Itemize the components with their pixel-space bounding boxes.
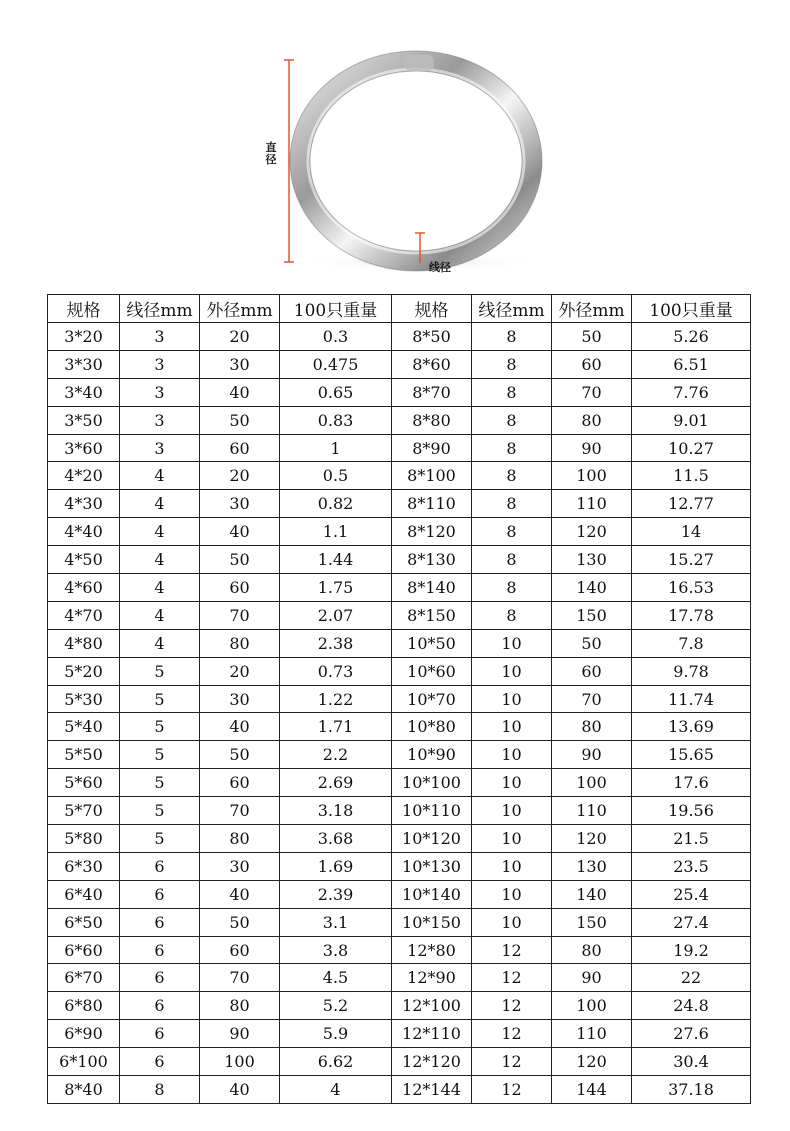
table-cell: 3*20 (48, 323, 120, 351)
table-cell: 10 (472, 741, 552, 769)
table-cell: 110 (552, 1020, 632, 1048)
table-cell: 6*100 (48, 1048, 120, 1076)
ring-highlight (308, 69, 524, 253)
table-cell: 12 (472, 936, 552, 964)
table-cell: 6 (120, 936, 200, 964)
table-cell: 30 (200, 490, 280, 518)
table-cell: 0.83 (280, 406, 392, 434)
table-cell: 7.8 (632, 629, 751, 657)
table-cell: 8 (472, 350, 552, 378)
table-cell: 12 (472, 1048, 552, 1076)
table-cell: 100 (552, 462, 632, 490)
table-cell: 4 (280, 1076, 392, 1104)
table-cell: 10 (472, 880, 552, 908)
table-cell: 30 (200, 852, 280, 880)
table-cell: 40 (200, 378, 280, 406)
column-header: 100只重量 (280, 295, 392, 323)
table-row (48, 462, 751, 490)
table-cell: 60 (200, 769, 280, 797)
table-cell: 19.56 (632, 797, 751, 825)
table-cell: 50 (552, 323, 632, 351)
column-header: 线径mm (472, 295, 552, 323)
table-cell: 110 (552, 797, 632, 825)
table-cell: 80 (552, 936, 632, 964)
table-cell: 1.71 (280, 713, 392, 741)
table-cell: 2.39 (280, 880, 392, 908)
table-cell: 5*30 (48, 685, 120, 713)
table-cell: 70 (200, 797, 280, 825)
table-cell: 10 (472, 713, 552, 741)
table-cell: 5 (120, 797, 200, 825)
table-cell: 2.2 (280, 741, 392, 769)
table-cell: 22 (632, 964, 751, 992)
table-cell: 80 (200, 992, 280, 1020)
table-cell: 5*20 (48, 657, 120, 685)
table-cell: 8 (120, 1076, 200, 1104)
table-cell: 11.74 (632, 685, 751, 713)
table-cell: 5.2 (280, 992, 392, 1020)
table-cell: 6*60 (48, 936, 120, 964)
table-cell: 5 (120, 657, 200, 685)
table-cell: 7.76 (632, 378, 751, 406)
table-cell: 1.22 (280, 685, 392, 713)
table-cell: 3*40 (48, 378, 120, 406)
table-row (48, 992, 751, 1020)
table-cell: 30 (200, 685, 280, 713)
table-cell: 3.8 (280, 936, 392, 964)
table-cell: 8*70 (392, 378, 472, 406)
table-cell: 1.44 (280, 546, 392, 574)
table-cell: 16.53 (632, 574, 751, 602)
table-cell: 120 (552, 825, 632, 853)
table-cell: 5*70 (48, 797, 120, 825)
wire-diameter-label: 线径 (429, 261, 451, 274)
table-cell: 100 (552, 769, 632, 797)
table-row (48, 685, 751, 713)
table-row (48, 880, 751, 908)
table-cell: 8*90 (392, 434, 472, 462)
table-cell: 4.5 (280, 964, 392, 992)
table-cell: 30 (200, 350, 280, 378)
table-cell: 80 (552, 713, 632, 741)
ring-outer (300, 61, 532, 261)
table-cell: 2.07 (280, 601, 392, 629)
table-cell: 50 (200, 546, 280, 574)
table-cell: 90 (200, 1020, 280, 1048)
table-cell: 6 (120, 1048, 200, 1076)
column-header: 100只重量 (632, 295, 751, 323)
table-cell: 0.65 (280, 378, 392, 406)
table-cell: 50 (552, 629, 632, 657)
table-cell: 8*150 (392, 601, 472, 629)
table-cell: 10*100 (392, 769, 472, 797)
table-cell: 90 (552, 964, 632, 992)
table-cell: 8*120 (392, 518, 472, 546)
table-row (48, 657, 751, 685)
table-header-row (48, 295, 751, 323)
table-cell: 12*80 (392, 936, 472, 964)
ring-figure (0, 0, 790, 290)
table-cell: 80 (552, 406, 632, 434)
weld-mark (404, 55, 434, 71)
table-cell: 4 (120, 629, 200, 657)
table-row (48, 797, 751, 825)
table-cell: 130 (552, 546, 632, 574)
table-cell: 90 (552, 741, 632, 769)
table-cell: 8*100 (392, 462, 472, 490)
table-cell: 8*60 (392, 350, 472, 378)
table-cell: 10*60 (392, 657, 472, 685)
table-cell: 0.3 (280, 323, 392, 351)
table-cell: 8 (472, 546, 552, 574)
table-cell: 5*60 (48, 769, 120, 797)
table-row (48, 434, 751, 462)
table-cell: 0.5 (280, 462, 392, 490)
table-cell: 1.75 (280, 574, 392, 602)
table-cell: 27.6 (632, 1020, 751, 1048)
table-cell: 1 (280, 434, 392, 462)
table-row (48, 629, 751, 657)
table-row (48, 964, 751, 992)
table-cell: 10 (472, 825, 552, 853)
table-cell: 8*50 (392, 323, 472, 351)
table-cell: 15.65 (632, 741, 751, 769)
table-row (48, 908, 751, 936)
table-cell: 40 (200, 518, 280, 546)
column-header: 规格 (392, 295, 472, 323)
table-row (48, 350, 751, 378)
table-cell: 4*70 (48, 601, 120, 629)
table-cell: 4*60 (48, 574, 120, 602)
table-cell: 10*140 (392, 880, 472, 908)
table-cell: 140 (552, 574, 632, 602)
table-cell: 10 (472, 685, 552, 713)
table-cell: 8 (472, 462, 552, 490)
table-cell: 40 (200, 1076, 280, 1104)
table-cell: 4*40 (48, 518, 120, 546)
table-cell: 70 (200, 964, 280, 992)
table-cell: 12 (472, 992, 552, 1020)
table-cell: 12*90 (392, 964, 472, 992)
table-cell: 6 (120, 852, 200, 880)
table-cell: 3 (120, 406, 200, 434)
table-cell: 5*50 (48, 741, 120, 769)
table-cell: 60 (552, 657, 632, 685)
table-cell: 4*30 (48, 490, 120, 518)
table-cell: 40 (200, 713, 280, 741)
table-cell: 2.69 (280, 769, 392, 797)
o-ring-image (0, 0, 790, 290)
table-cell: 80 (200, 629, 280, 657)
table-cell: 8*130 (392, 546, 472, 574)
table-cell: 0.73 (280, 657, 392, 685)
table-cell: 50 (200, 741, 280, 769)
table-cell: 6*90 (48, 1020, 120, 1048)
table-cell: 5 (120, 825, 200, 853)
table-cell: 4*80 (48, 629, 120, 657)
table-cell: 21.5 (632, 825, 751, 853)
table-cell: 12*120 (392, 1048, 472, 1076)
table-cell: 3 (120, 323, 200, 351)
table-cell: 6 (120, 964, 200, 992)
table-cell: 8 (472, 406, 552, 434)
table-cell: 10*130 (392, 852, 472, 880)
table-cell: 8 (472, 323, 552, 351)
table-row (48, 406, 751, 434)
table-cell: 90 (552, 434, 632, 462)
table-cell: 8*140 (392, 574, 472, 602)
table-row (48, 936, 751, 964)
table-cell: 5.9 (280, 1020, 392, 1048)
table-row (48, 1076, 751, 1104)
column-header: 规格 (48, 295, 120, 323)
table-cell: 6.51 (632, 350, 751, 378)
table-cell: 100 (552, 992, 632, 1020)
table-cell: 6*70 (48, 964, 120, 992)
table-cell: 8 (472, 601, 552, 629)
table-row (48, 546, 751, 574)
table-row (48, 1020, 751, 1048)
column-header: 线径mm (120, 295, 200, 323)
table-cell: 5*40 (48, 713, 120, 741)
table-cell: 8*40 (48, 1076, 120, 1104)
table-row (48, 713, 751, 741)
table-cell: 4 (120, 518, 200, 546)
table-cell: 15.27 (632, 546, 751, 574)
table-cell: 23.5 (632, 852, 751, 880)
table-cell: 12*144 (392, 1076, 472, 1104)
table-cell: 6*80 (48, 992, 120, 1020)
table-cell: 6 (120, 880, 200, 908)
table-cell: 70 (200, 601, 280, 629)
table-cell: 37.18 (632, 1076, 751, 1104)
table-cell: 12*110 (392, 1020, 472, 1048)
table-cell: 8*80 (392, 406, 472, 434)
table-row (48, 769, 751, 797)
table-cell: 4 (120, 574, 200, 602)
table-cell: 3 (120, 434, 200, 462)
table-cell: 5*80 (48, 825, 120, 853)
table-cell: 10.27 (632, 434, 751, 462)
table-cell: 3.68 (280, 825, 392, 853)
table-cell: 24.8 (632, 992, 751, 1020)
table-cell: 19.2 (632, 936, 751, 964)
table-cell: 5 (120, 769, 200, 797)
table-row (48, 323, 751, 351)
spec-table (47, 294, 751, 1104)
table-cell: 10*80 (392, 713, 472, 741)
table-cell: 8 (472, 574, 552, 602)
table-row (48, 518, 751, 546)
table-cell: 80 (200, 825, 280, 853)
table-cell: 27.4 (632, 908, 751, 936)
table-cell: 6.62 (280, 1048, 392, 1076)
table-cell: 6 (120, 992, 200, 1020)
table-cell: 9.78 (632, 657, 751, 685)
table-cell: 10 (472, 657, 552, 685)
table-cell: 3*30 (48, 350, 120, 378)
table-row (48, 741, 751, 769)
table-cell: 8 (472, 518, 552, 546)
table-cell: 50 (200, 406, 280, 434)
table-cell: 8 (472, 490, 552, 518)
table-cell: 13.69 (632, 713, 751, 741)
table-cell: 6*50 (48, 908, 120, 936)
table-row (48, 574, 751, 602)
table-cell: 11.5 (632, 462, 751, 490)
table-cell: 3*50 (48, 406, 120, 434)
table-row (48, 490, 751, 518)
table-cell: 120 (552, 1048, 632, 1076)
table-cell: 10 (472, 908, 552, 936)
table-cell: 120 (552, 518, 632, 546)
table-cell: 60 (200, 434, 280, 462)
table-cell: 5 (120, 685, 200, 713)
table-cell: 3 (120, 378, 200, 406)
table-row (48, 825, 751, 853)
table-cell: 140 (552, 880, 632, 908)
table-cell: 50 (200, 908, 280, 936)
table-cell: 1.1 (280, 518, 392, 546)
table-cell: 10 (472, 629, 552, 657)
table-cell: 10*150 (392, 908, 472, 936)
table-cell: 6*40 (48, 880, 120, 908)
table-cell: 4*50 (48, 546, 120, 574)
column-header: 外径mm (552, 295, 632, 323)
table-cell: 10*120 (392, 825, 472, 853)
table-cell: 70 (552, 685, 632, 713)
table-cell: 2.38 (280, 629, 392, 657)
table-cell: 8*110 (392, 490, 472, 518)
table-cell: 70 (552, 378, 632, 406)
table-cell: 3.18 (280, 797, 392, 825)
table-cell: 8 (472, 378, 552, 406)
table-cell: 10 (472, 852, 552, 880)
table-cell: 10*90 (392, 741, 472, 769)
table-cell: 10 (472, 769, 552, 797)
table-cell: 20 (200, 462, 280, 490)
table-cell: 14 (632, 518, 751, 546)
table-cell: 10 (472, 797, 552, 825)
diameter-label: 直径 (265, 141, 277, 166)
table-cell: 12 (472, 1020, 552, 1048)
table-cell: 4 (120, 462, 200, 490)
ring-edge-inner (310, 71, 522, 251)
table-body (48, 323, 751, 1104)
table-cell: 9.01 (632, 406, 751, 434)
table-cell: 3 (120, 350, 200, 378)
table-cell: 25.4 (632, 880, 751, 908)
table-cell: 3*60 (48, 434, 120, 462)
table-cell: 1.69 (280, 852, 392, 880)
table-cell: 40 (200, 880, 280, 908)
table-row (48, 1048, 751, 1076)
table-row (48, 601, 751, 629)
table-cell: 10*110 (392, 797, 472, 825)
table-cell: 6*30 (48, 852, 120, 880)
table-cell: 60 (200, 574, 280, 602)
table-cell: 4*20 (48, 462, 120, 490)
table-cell: 4 (120, 601, 200, 629)
table-cell: 6 (120, 1020, 200, 1048)
column-header: 外径mm (200, 295, 280, 323)
table-cell: 0.82 (280, 490, 392, 518)
table-cell: 12*100 (392, 992, 472, 1020)
table-cell: 150 (552, 908, 632, 936)
table-cell: 20 (200, 323, 280, 351)
table-row (48, 852, 751, 880)
table-cell: 17.6 (632, 769, 751, 797)
table-cell: 30.4 (632, 1048, 751, 1076)
table-cell: 4 (120, 490, 200, 518)
table-cell: 5 (120, 713, 200, 741)
table-cell: 20 (200, 657, 280, 685)
table-cell: 6 (120, 908, 200, 936)
table-cell: 100 (200, 1048, 280, 1076)
table-cell: 110 (552, 490, 632, 518)
table-cell: 150 (552, 601, 632, 629)
table-cell: 130 (552, 852, 632, 880)
table-cell: 4 (120, 546, 200, 574)
table-cell: 12 (472, 964, 552, 992)
table-cell: 10*50 (392, 629, 472, 657)
table-row (48, 378, 751, 406)
table-cell: 12 (472, 1076, 552, 1104)
table-cell: 144 (552, 1076, 632, 1104)
table-cell: 10*70 (392, 685, 472, 713)
table-cell: 3.1 (280, 908, 392, 936)
table-cell: 0.475 (280, 350, 392, 378)
table-cell: 17.78 (632, 601, 751, 629)
table-cell: 12.77 (632, 490, 751, 518)
table-cell: 60 (200, 936, 280, 964)
table-cell: 8 (472, 434, 552, 462)
table-cell: 5.26 (632, 323, 751, 351)
table-cell: 60 (552, 350, 632, 378)
table-cell: 5 (120, 741, 200, 769)
